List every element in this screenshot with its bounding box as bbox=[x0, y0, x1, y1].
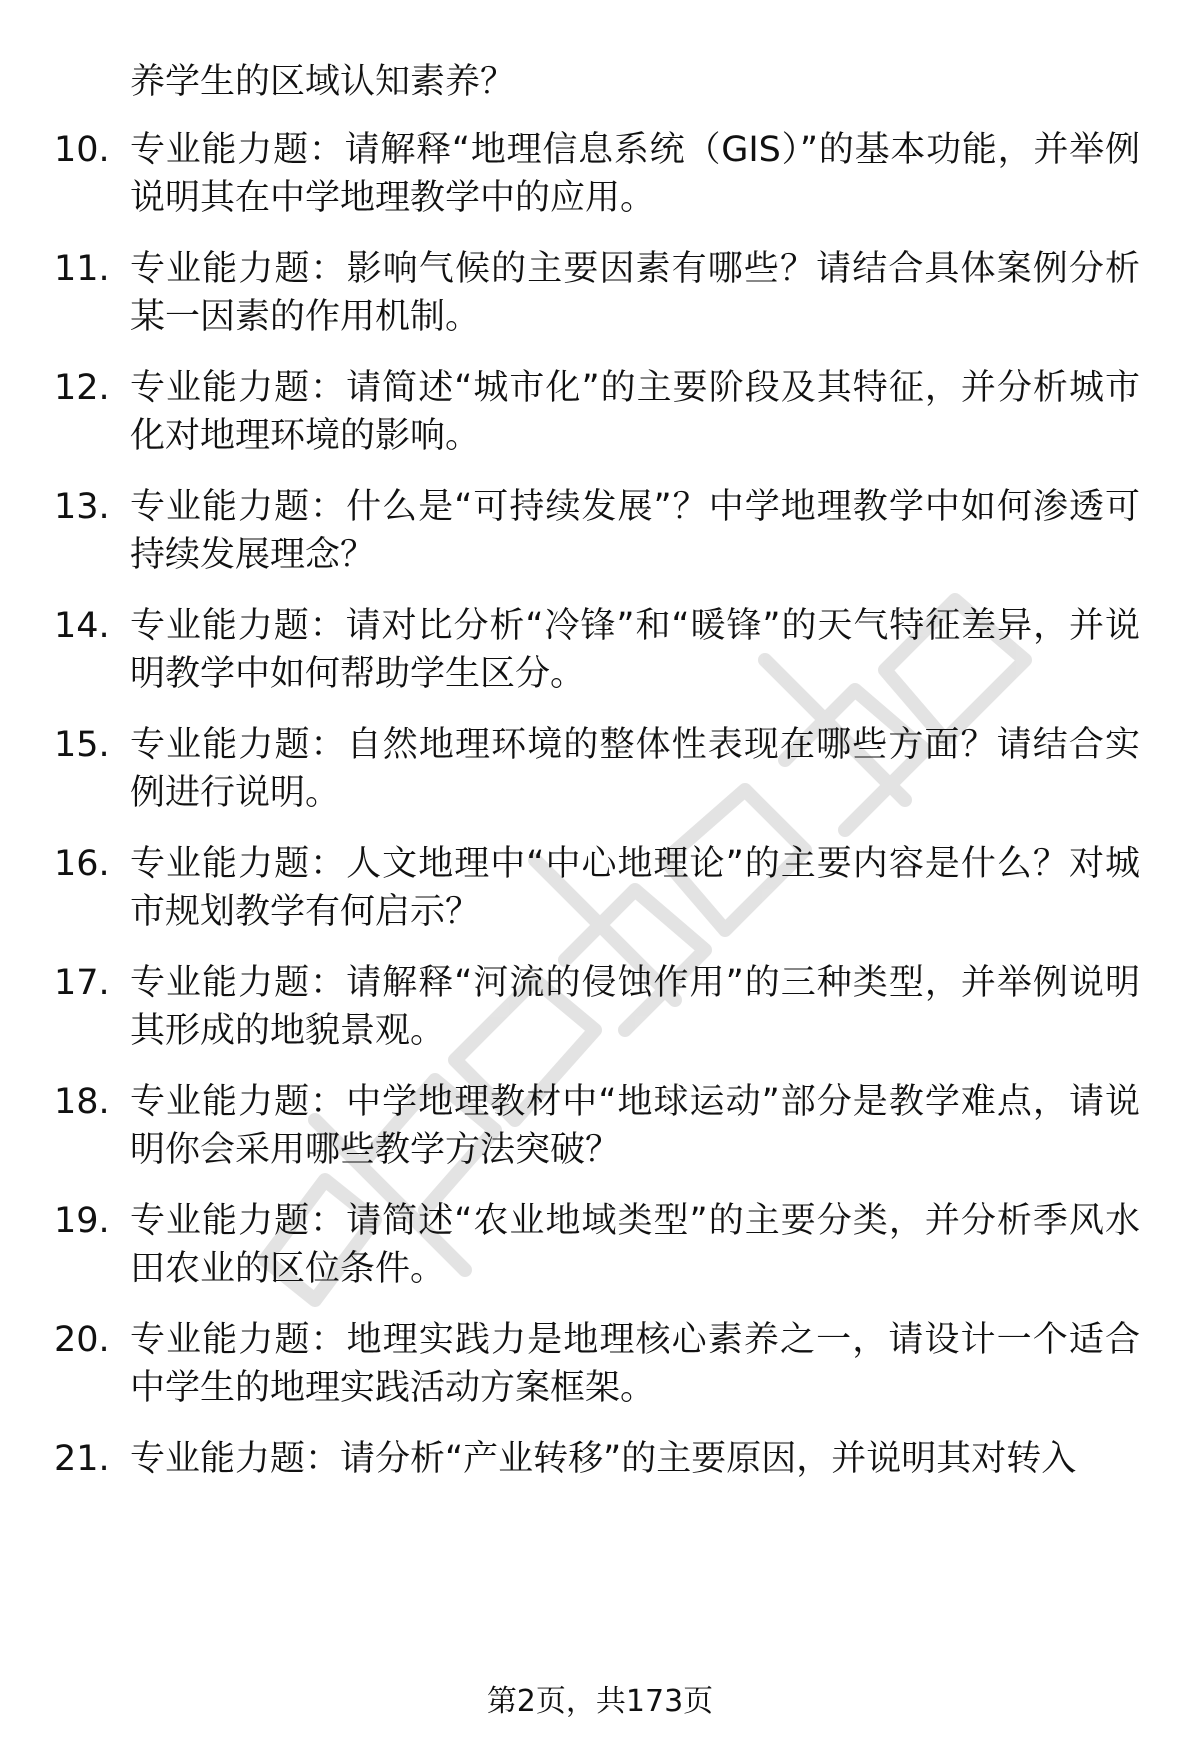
question-text: 专业能力题：请分析“产业转移”的主要原因，并说明其对转入 bbox=[130, 1439, 1077, 1479]
question-text: 专业能力题：请简述“城市化”的主要阶段及其特征，并分析城市化对地理环境的影响。 bbox=[130, 368, 1140, 456]
question-text: 专业能力题：中学地理教材中“地球运动”部分是教学难点，请说明你会采用哪些教学方法突破？ bbox=[130, 1082, 1140, 1170]
question-number: 17. bbox=[54, 963, 110, 1003]
question-number: 21. bbox=[54, 1439, 110, 1479]
question-text: 专业能力题：人文地理中“中心地理论”的主要内容是什么？对城市规划教学有何启示？ bbox=[130, 844, 1140, 932]
question-number: 11. bbox=[54, 249, 110, 289]
question-text: 专业能力题：什么是“可持续发展”？中学地理教学中如何渗透可持续发展理念？ bbox=[130, 487, 1140, 575]
question-text: 专业能力题：自然地理环境的整体性表现在哪些方面？请结合实例进行说明。 bbox=[130, 725, 1140, 813]
question-text: 专业能力题：影响气候的主要因素有哪些？请结合具体案例分析某一因素的作用机制。 bbox=[130, 249, 1140, 337]
continuation-text: 养学生的区域认知素养？ bbox=[130, 62, 516, 102]
question-number: 19. bbox=[54, 1201, 110, 1241]
question-number: 12. bbox=[54, 368, 110, 408]
question-text: 专业能力题：请简述“农业地域类型”的主要分类，并分析季风水田农业的区位条件。 bbox=[130, 1201, 1140, 1289]
page-footer: 第2页，共173页 bbox=[486, 1684, 714, 1719]
question-text: 专业能力题：请解释“河流的侵蚀作用”的三种类型，并举例说明其形成的地貌景观。 bbox=[130, 963, 1140, 1051]
question-text: 专业能力题：请对比分析“冷锋”和“暖锋”的天气特征差异，并说明教学中如何帮助学生区分。 bbox=[130, 606, 1140, 694]
question-text: 专业能力题：地理实践力是地理核心素养之一，请设计一个适合中学生的地理实践活动方案框架。 bbox=[130, 1320, 1140, 1408]
question-number: 18. bbox=[54, 1082, 110, 1122]
question-text: 专业能力题：请解释“地理信息系统（GIS）”的基本功能，并举例说明其在中学地理教学中的应用。 bbox=[130, 130, 1140, 218]
question-number: 15. bbox=[54, 725, 110, 765]
question-number: 20. bbox=[54, 1320, 110, 1360]
question-number: 16. bbox=[54, 844, 110, 884]
question-number: 13. bbox=[54, 487, 110, 527]
question-number: 10. bbox=[54, 130, 110, 170]
question-number: 14. bbox=[54, 606, 110, 646]
